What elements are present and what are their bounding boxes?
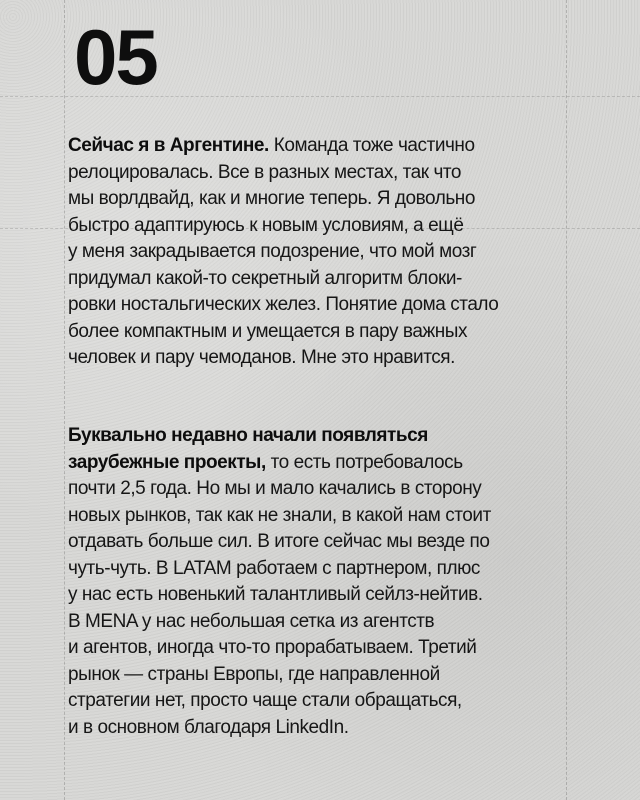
text-line — [68, 556, 588, 583]
text-regular: придумал какой-то секретный алгоритм блоки- — [68, 267, 462, 289]
text-regular: почти 2,5 года. Но мы и мало качались в сторону — [68, 478, 482, 499]
text-bold: Буквально недавно начали появляться — [68, 425, 428, 446]
text-regular: релоцировалась. Все в разных местах, так что — [68, 161, 462, 183]
text-regular: то есть потребовалось — [265, 451, 463, 473]
text-regular: стратегии нет, просто чаще стали обращаться, — [68, 690, 462, 711]
guide-line-vertical — [64, 0, 65, 800]
text-line — [68, 186, 588, 213]
text-regular: рынок — страны Европы, где направленной — [68, 663, 440, 685]
text-line — [68, 292, 588, 319]
text-line — [68, 715, 588, 742]
text-regular: новых рынков, так как не знали, в какой нам стоит — [68, 504, 491, 526]
slide-number: 05 — [74, 13, 157, 101]
text-line — [68, 609, 588, 636]
text-line — [68, 133, 588, 160]
text-line — [68, 239, 588, 266]
text-regular: чуть-чуть. В LATAM работаем с партнером, плюс — [68, 557, 480, 579]
text-regular: и в основном благодаря LinkedIn. — [68, 716, 349, 738]
text-regular: и агентов, иногда что-то прорабатываем. Третий — [68, 637, 477, 658]
text-regular: человек и пару чемоданов. Мне это нравится. — [68, 347, 455, 368]
text-line — [68, 213, 588, 240]
text-bold: Сейчас я в Аргентине. — [68, 135, 269, 156]
text-line — [68, 503, 588, 530]
text-regular: Команда тоже частично — [268, 135, 475, 156]
text-regular: ровки ностальгических желез. Понятие дома стало — [68, 294, 499, 315]
text-regular: у нас есть новенький талантливый сейлз-нейтив. — [68, 584, 483, 605]
text-line — [68, 345, 588, 372]
text-line — [68, 423, 588, 450]
text-line — [68, 160, 588, 187]
paragraph-foreign-projects — [68, 423, 588, 741]
text-regular: мы ворлдвайд, как и многие теперь. Я довольно — [68, 188, 475, 209]
text-line — [68, 529, 588, 556]
text-line — [68, 688, 588, 715]
text-regular: у меня закрадывается подозрение, что мой мозг — [68, 241, 477, 262]
text-line — [68, 582, 588, 609]
text-regular: быстро адаптируюсь к новым условиям, а ещё — [68, 214, 464, 236]
text-line — [68, 635, 588, 662]
text-bold: зарубежные проекты, — [68, 451, 266, 473]
text-line — [68, 476, 588, 503]
text-regular: более компактным и умещается в пару важных — [68, 320, 468, 342]
paragraph-relocation — [68, 133, 588, 372]
text-regular: В MENA у нас небольшая сетка из агентств — [68, 610, 435, 632]
text-regular: отдавать больше сил. В итоге сейчас мы везде по — [68, 531, 490, 552]
text-line — [68, 266, 588, 293]
text-line — [68, 450, 588, 477]
text-line — [68, 662, 588, 689]
text-line — [68, 319, 588, 346]
